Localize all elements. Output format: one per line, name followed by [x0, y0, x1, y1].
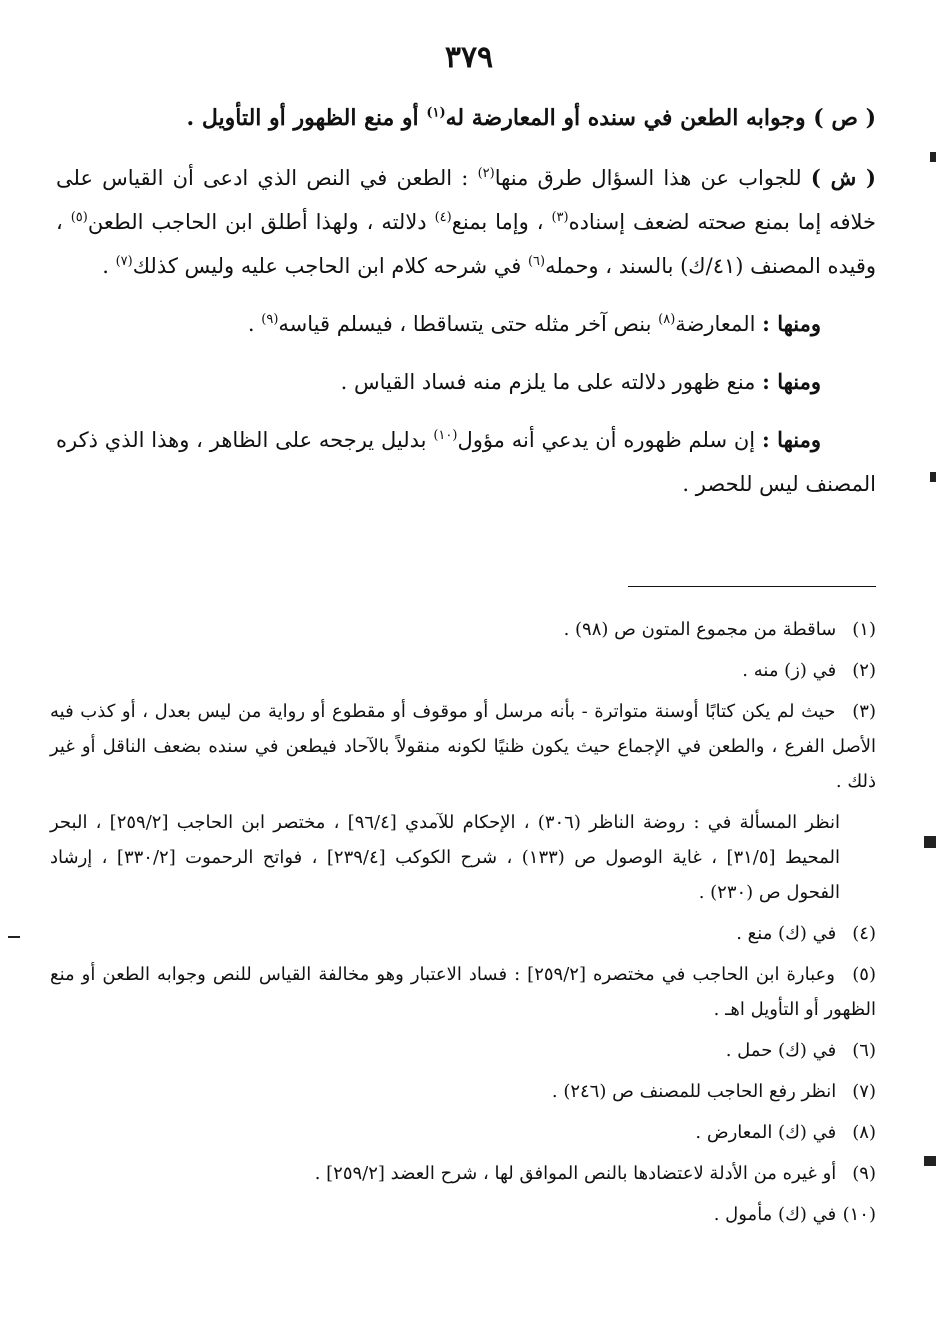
footnote-5: [50, 957, 876, 1027]
footnote-ref-5[interactable]: (٥): [70, 210, 88, 225]
footnote-3-references: انظر المسألة في : روضة الناظر (٣٠٦) ، الإحكام للآمدي [٩٦/٤] ، مختصر ابن الحاجب [٢٥٩/٢] ، البحر المحيط [٣١/٥] ، غاية الوصول ص (١٣٣) ، شرح الكوكب [٢٣٩/٤] ، فواتح الرحموت [٣٣٠/٢] ، إرشاد الفحول ص (٢٣٠) .: [50, 812, 841, 903]
footnote-9: [50, 1156, 876, 1191]
footnote-text: أو غيره من الأدلة لاعتضادها بالنص الموافق لها ، شرح العضد [٢٥٩/٢] .: [314, 1163, 837, 1184]
footnote-text: وعبارة ابن الحاجب في مختصره [٢٥٩/٢] : فساد الاعتبار وهو مخالفة القياس للنص وجوابه الطعن أو منع الظهور أو التأويل اهـ .: [50, 964, 876, 1020]
footnote-ref-1[interactable]: (١): [426, 105, 446, 121]
matn-marker: ( ص ): [813, 105, 876, 131]
footnote-text: انظر رفع الحاجب للمصنف ص (٢٤٦) .: [551, 1081, 837, 1102]
footnote-number: (٩): [852, 1163, 876, 1184]
sharh-text: للجواب عن هذا السؤال طرق منها: [494, 166, 802, 190]
footnotes-section: [50, 612, 876, 1238]
sharh-text: بدليل يرجحه على الظاهر ، وهذا الذي ذكره المصنف ليس للحصر .: [56, 428, 876, 496]
sharh-marker: ( ش ): [810, 165, 876, 190]
sharh-commentary: [56, 156, 876, 506]
footnote-number: (٢): [852, 660, 876, 681]
paragraph-label: ومنها :: [762, 369, 821, 394]
footnote-ref-4[interactable]: (٤): [434, 210, 452, 225]
footnote-4: [50, 916, 876, 951]
footnote-number: (١): [852, 619, 876, 640]
sharh-paragraph-4: [56, 418, 876, 506]
footnote-number: (٦): [852, 1040, 876, 1061]
scan-mark: [930, 472, 936, 482]
sharh-text: ، وإما بمنع: [451, 210, 544, 234]
footnote-8: [50, 1115, 876, 1150]
footnote-number: (٣): [852, 701, 876, 722]
sharh-text: المعارضة: [675, 312, 756, 336]
sharh-text: إن سلم ظهوره أن يدعي أنه مؤول: [457, 428, 756, 452]
footnote-2: [50, 653, 876, 688]
matn-body: وجوابه الطعن في سنده أو المعارضة له: [445, 105, 806, 131]
page-number: ٣٧٩: [444, 40, 494, 75]
footnote-text: ساقطة من مجموع المتون ص (٩٨) .: [563, 619, 837, 640]
footnote-text: في (ك) حمل .: [725, 1040, 837, 1061]
footnote-separator: [628, 586, 876, 587]
footnote-text: في (ز) منه .: [742, 660, 837, 681]
footnote-text: في (ك) مأمول .: [713, 1204, 837, 1225]
footnote-ref-9[interactable]: (٩): [261, 312, 279, 327]
sharh-text: .: [247, 312, 255, 336]
sharh-text: منع ظهور دلالته على ما يلزم منه فساد القياس .: [340, 370, 756, 394]
footnote-number: (٥): [852, 964, 876, 985]
footnote-ref-3[interactable]: (٣): [551, 210, 569, 225]
footnote-ref-7[interactable]: (٧): [115, 254, 133, 269]
footnote-number: (١٠): [842, 1204, 876, 1225]
footnote-6: [50, 1033, 876, 1068]
footnote-text: في (ك) منع .: [736, 923, 837, 944]
footnote-10: [50, 1197, 876, 1232]
scan-mark: [8, 936, 20, 938]
footnote-text: حيث لم يكن كتابًا أوسنة متواترة - بأنه مرسل أو موقوف أو مقطوع أو رواية من ليس بعدل ، أو كذب فيه الأصل الفرع ، والطعن في الإجماع حيث يكون ظنيًا لكونه منقولاً بالآحاد فيطعن في سنده بضعف الناقل أو غير ذلك .: [50, 701, 876, 792]
scan-mark: [924, 836, 936, 848]
matn-body-end: أو منع الظهور أو التأويل .: [186, 105, 419, 131]
footnote-number: (٤): [852, 923, 876, 944]
paragraph-label: ومنها :: [761, 427, 821, 452]
sharh-paragraph-2: [56, 302, 876, 346]
paragraph-label: ومنها :: [762, 311, 821, 336]
sharh-text: .: [102, 254, 109, 278]
matn-text: [56, 96, 876, 140]
scan-mark: [924, 1156, 936, 1166]
sharh-text: : الطعن في النص الذي ادعى أن القياس على خلافه إما بمنع صحته لضعف إسناده: [56, 166, 876, 234]
sharh-paragraph-3: [56, 360, 876, 404]
sharh-paragraph-1: [56, 156, 876, 288]
sharh-text: في شرحه كلام ابن الحاجب عليه وليس كذلك: [132, 254, 522, 278]
sharh-text: دلالته ، ولهذا أطلق ابن الحاجب الطعن: [87, 210, 427, 234]
footnote-number: (٨): [852, 1122, 876, 1143]
sharh-text: بنص آخر مثله حتى يتساقطا ، فيسلم قياسه: [278, 312, 652, 336]
footnote-1: [50, 612, 876, 647]
footnote-ref-2[interactable]: (٢): [477, 166, 495, 181]
footnote-ref-6[interactable]: (٦): [527, 254, 546, 269]
footnote-number: (٧): [852, 1081, 876, 1102]
scan-mark: [930, 152, 936, 162]
sharh-text: ، وقيده المصنف (٤١/ك) بالسند ، وحمله: [56, 210, 876, 278]
footnote-text: في (ك) المعارض .: [695, 1122, 837, 1143]
footnote-3: [50, 694, 876, 799]
footnote-ref-10[interactable]: (١٠): [433, 428, 458, 443]
footnote-7: [50, 1074, 876, 1109]
footnote-ref-8[interactable]: (٨): [658, 312, 676, 327]
